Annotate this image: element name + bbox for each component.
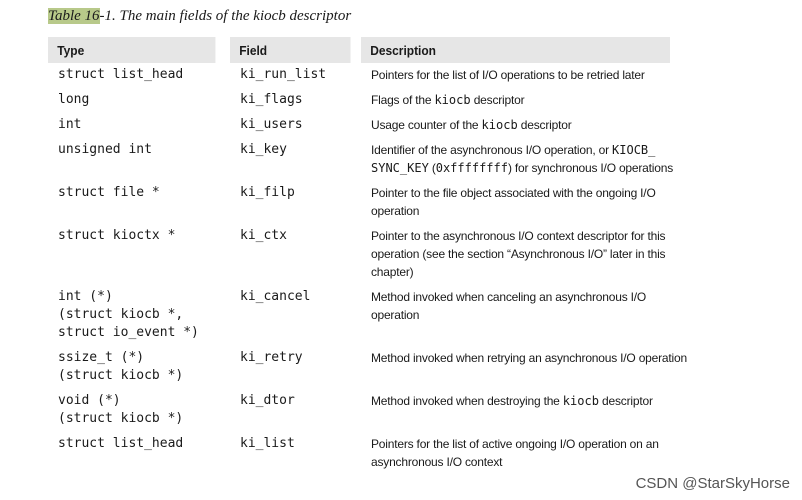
type-cell: unsigned int xyxy=(58,142,152,157)
description-cell xyxy=(361,224,697,285)
column-header-description: Description xyxy=(361,37,670,63)
description-cell xyxy=(361,432,697,475)
description-cell xyxy=(361,138,697,181)
table-row xyxy=(48,285,697,346)
description-segment: Method invoked when retrying an asynchronous I/O operation xyxy=(371,351,687,365)
type-cell: long xyxy=(58,92,90,107)
type-cell: struct file * xyxy=(58,185,160,200)
table-row xyxy=(48,389,697,432)
field-cell: ki_flags xyxy=(240,92,303,107)
description-cell xyxy=(361,285,697,346)
table-header-row xyxy=(48,37,697,63)
description-segment: descriptor xyxy=(470,93,525,107)
description-segment: Method invoked when destroying the xyxy=(371,394,563,408)
description-text xyxy=(371,288,689,324)
table-caption-text: -1. The main fields of the kiocb descriptor xyxy=(99,8,352,24)
description-text xyxy=(371,116,689,134)
description-text xyxy=(371,66,689,84)
field-cell: ki_cancel xyxy=(240,289,311,304)
description-text xyxy=(371,91,689,109)
description-cell xyxy=(361,181,697,224)
description-segment: Pointers for the list of I/O operations to be retried later xyxy=(371,68,645,82)
table-row xyxy=(48,63,697,88)
description-cell xyxy=(361,346,697,389)
table-number-highlight: Table 16 xyxy=(48,8,100,24)
description-segment: ) for synchronous I/O operations xyxy=(507,161,674,175)
description-segment: descriptor xyxy=(598,394,653,408)
table-row xyxy=(48,88,697,113)
field-cell: ki_key xyxy=(240,142,287,157)
description-segment: Usage counter of the xyxy=(371,118,482,132)
description-segment: descriptor xyxy=(517,118,572,132)
table-row xyxy=(48,138,697,181)
description-segment: Method invoked when canceling an asynchronous I/O operation xyxy=(371,290,647,322)
table-row xyxy=(48,224,697,285)
description-text xyxy=(371,184,689,220)
description-segment: Flags of the xyxy=(371,93,435,107)
table-row xyxy=(48,346,697,389)
field-cell: ki_list xyxy=(240,436,295,451)
field-cell: ki_ctx xyxy=(240,228,287,243)
description-segment: ( xyxy=(428,161,436,175)
table-row xyxy=(48,432,697,475)
type-cell: int (*) (struct kiocb *, struct io_event *) xyxy=(58,289,199,340)
field-cell: ki_dtor xyxy=(240,393,295,408)
inline-code: kiocb xyxy=(434,93,471,107)
type-cell: int xyxy=(58,117,82,132)
description-text xyxy=(371,141,689,177)
description-cell xyxy=(361,389,697,432)
description-cell xyxy=(361,63,697,88)
description-text xyxy=(371,349,689,367)
description-segment: Pointer to the file object associated with the ongoing I/O operation xyxy=(371,186,656,218)
table-row xyxy=(48,113,697,138)
description-cell xyxy=(361,88,697,113)
type-cell: struct list_head xyxy=(58,436,184,451)
table-body xyxy=(48,63,697,475)
field-cell: ki_users xyxy=(240,117,303,132)
description-cell xyxy=(361,113,697,138)
description-text xyxy=(371,227,689,281)
description-segment: Pointers for the list of active ongoing I/O operation on an asynchronous I/O context xyxy=(371,437,659,469)
field-cell: ki_filp xyxy=(240,185,295,200)
inline-code: KIOCB_ SYNC_KEY xyxy=(371,143,656,175)
description-segment: Identifier of the asynchronous I/O operation, or xyxy=(371,143,613,157)
type-cell: struct list_head xyxy=(58,67,184,82)
table-caption xyxy=(48,6,351,26)
table-row xyxy=(48,181,697,224)
inline-code: kiocb xyxy=(562,394,599,408)
watermark: CSDN @StarSkyHorse xyxy=(635,475,790,492)
field-cell: ki_retry xyxy=(240,350,303,365)
inline-code: 0xffffffff xyxy=(435,161,508,175)
column-header-field: Field xyxy=(230,37,351,63)
description-text xyxy=(371,435,689,471)
inline-code: kiocb xyxy=(481,118,518,132)
description-text xyxy=(371,392,689,410)
type-cell: void (*) (struct kiocb *) xyxy=(58,393,184,426)
field-cell: ki_run_list xyxy=(240,67,327,82)
type-cell: struct kioctx * xyxy=(58,228,176,243)
description-segment: Pointer to the asynchronous I/O context descriptor for this operation (see the section “Asynchronous I/O” later in this chapter) xyxy=(371,229,666,279)
type-cell: ssize_t (*) (struct kiocb *) xyxy=(58,350,184,383)
kiocb-fields-table xyxy=(48,37,697,475)
column-header-type: Type xyxy=(48,37,215,63)
